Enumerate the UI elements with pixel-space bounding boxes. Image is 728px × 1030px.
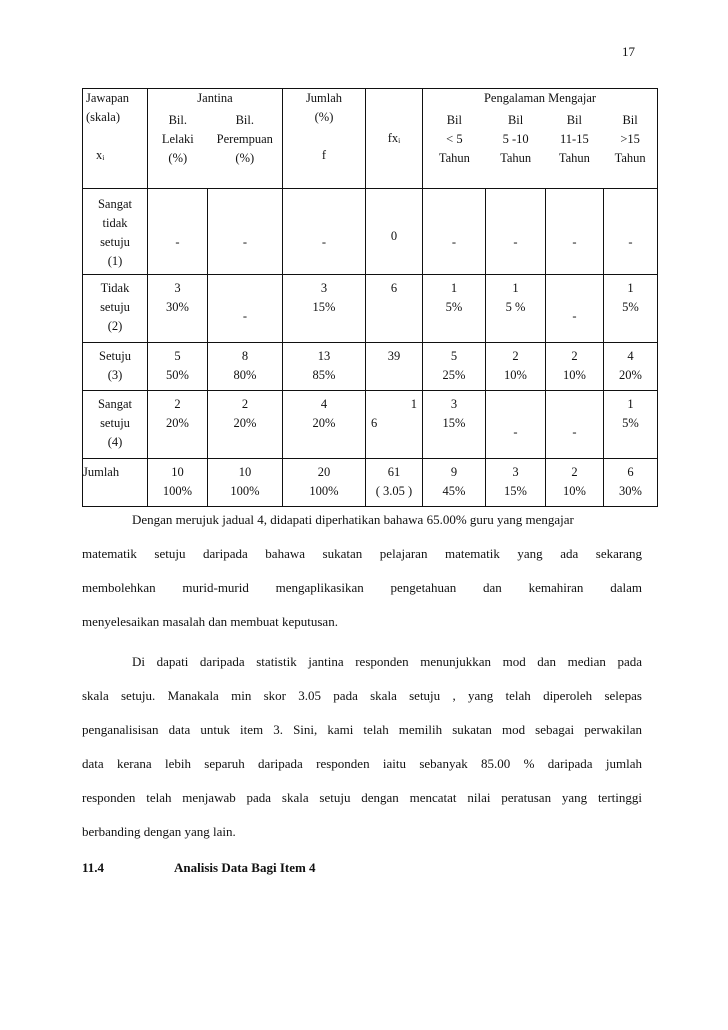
table-row — [83, 391, 658, 459]
row-label: Jumlah — [83, 459, 148, 507]
cell-perempuan: 2 20% — [208, 391, 283, 459]
cell-p1: 1 5% — [423, 275, 486, 343]
cell-jumlah: 13 85% — [283, 343, 366, 391]
table-row — [83, 275, 658, 343]
header-pengalaman: Pengalaman Mengajar Bil < 5 Tahun Bil 5 -10 Tahun Bil 11-15 Tahun Bil >15 Tahun — [423, 89, 658, 189]
cell-perempuan: 10 100% — [208, 459, 283, 507]
cell-p3: - — [546, 275, 604, 343]
cell-p2: 3 15% — [486, 459, 546, 507]
cell-fx: 61 ( 3.05 ) — [366, 459, 423, 507]
cell-p2: - — [486, 189, 546, 275]
header-p4: Bil >15 Tahun — [614, 113, 646, 165]
cell-p3: 2 10% — [546, 343, 604, 391]
section-number: 11.4 — [82, 860, 105, 875]
cell-jumlah: 20 100% — [283, 459, 366, 507]
header-p2: Bil 5 -10 Tahun — [500, 113, 532, 165]
cell-fx: 6 — [366, 275, 423, 343]
cell-perempuan: 8 80% — [208, 343, 283, 391]
section-heading — [82, 860, 316, 876]
cell-p3: - — [546, 189, 604, 275]
cell-jumlah: 4 20% — [283, 391, 366, 459]
cell-lelaki: 10 100% — [148, 459, 208, 507]
table-row — [83, 189, 658, 275]
cell-p4: 1 5% — [604, 391, 658, 459]
header-row — [83, 89, 658, 189]
cell-fx: 39 — [366, 343, 423, 391]
header-jawapan: Jawapan (skala) xᵢ — [83, 89, 148, 189]
cell-jumlah: - — [283, 189, 366, 275]
paragraph-1: Dengan merujuk jadual 4, didapati diperhatikan bahawa 65.00% guru yang mengajar matematik setuju daripada bahawa sukatan pelajaran matematik yang ada sekarang membolehkan murid-murid mengaplikasikan pengetahuan dan kemahiran dalam menyelesaikan masalah dan membuat keputusan. — [82, 512, 642, 629]
header-p1: Bil < 5 Tahun — [438, 113, 470, 165]
cell-jumlah: 3 15% — [283, 275, 366, 343]
cell-p3: 2 10% — [546, 459, 604, 507]
cell-p2: - — [486, 391, 546, 459]
cell-fx: 0 — [366, 189, 423, 275]
total-row — [83, 459, 658, 507]
header-perempuan: Bil. Perempuan (%) — [216, 113, 273, 165]
cell-p1: 5 25% — [423, 343, 486, 391]
cell-p4: 6 30% — [604, 459, 658, 507]
cell-perempuan: - — [208, 189, 283, 275]
header-jantina: Jantina Bil. Lelaki (%) Bil. Perempuan (%) — [148, 89, 283, 189]
cell-p1: 3 15% — [423, 391, 486, 459]
row-label: Sangat setuju (4) — [83, 391, 148, 459]
cell-p4: - — [604, 189, 658, 275]
cell-p2: 1 5 % — [486, 275, 546, 343]
section-title: Analisis Data Bagi Item 4 — [174, 860, 316, 875]
page-number: 17 — [622, 44, 635, 59]
cell-lelaki: 3 30% — [148, 275, 208, 343]
table-row — [83, 343, 658, 391]
cell-p2: 2 10% — [486, 343, 546, 391]
header-lelaki: Bil. Lelaki (%) — [161, 113, 194, 165]
row-label: Tidak setuju (2) — [83, 275, 148, 343]
cell-lelaki: 2 20% — [148, 391, 208, 459]
cell-p3: - — [546, 391, 604, 459]
paragraph-2: Di dapati daripada statistik jantina responden menunjukkan mod dan median pada skala setuju. Manakala min skor 3.05 pada skala setuju , yang telah diperoleh selepas penganalisisan data untuk item 3. Sini, kami telah memilih sukatan mod sebagai perwakilan data kerana lebih separuh daripada responden iaitu sebanyak 85.00 % daripada jumlah responden telah menjawab pada skala setuju dengan mencatat nilai peratusan yang tertinggi berbanding dengan yang lain. — [82, 654, 642, 839]
row-label: Setuju (3) — [83, 343, 148, 391]
row-label: Sangat tidak setuju (1) — [83, 189, 148, 275]
cell-lelaki: 5 50% — [148, 343, 208, 391]
cell-p1: 9 45% — [423, 459, 486, 507]
header-jumlah: Jumlah (%) f — [283, 89, 366, 189]
cell-perempuan: - — [208, 275, 283, 343]
cell-p4: 4 20% — [604, 343, 658, 391]
cell-p1: - — [423, 189, 486, 275]
data-table — [82, 88, 658, 507]
cell-p4: 1 5% — [604, 275, 658, 343]
cell-lelaki: - — [148, 189, 208, 275]
header-p3: Bil 11-15 Tahun — [558, 113, 590, 165]
cell-fx: 1 6 — [366, 391, 423, 459]
header-fx: fxᵢ — [366, 89, 423, 189]
